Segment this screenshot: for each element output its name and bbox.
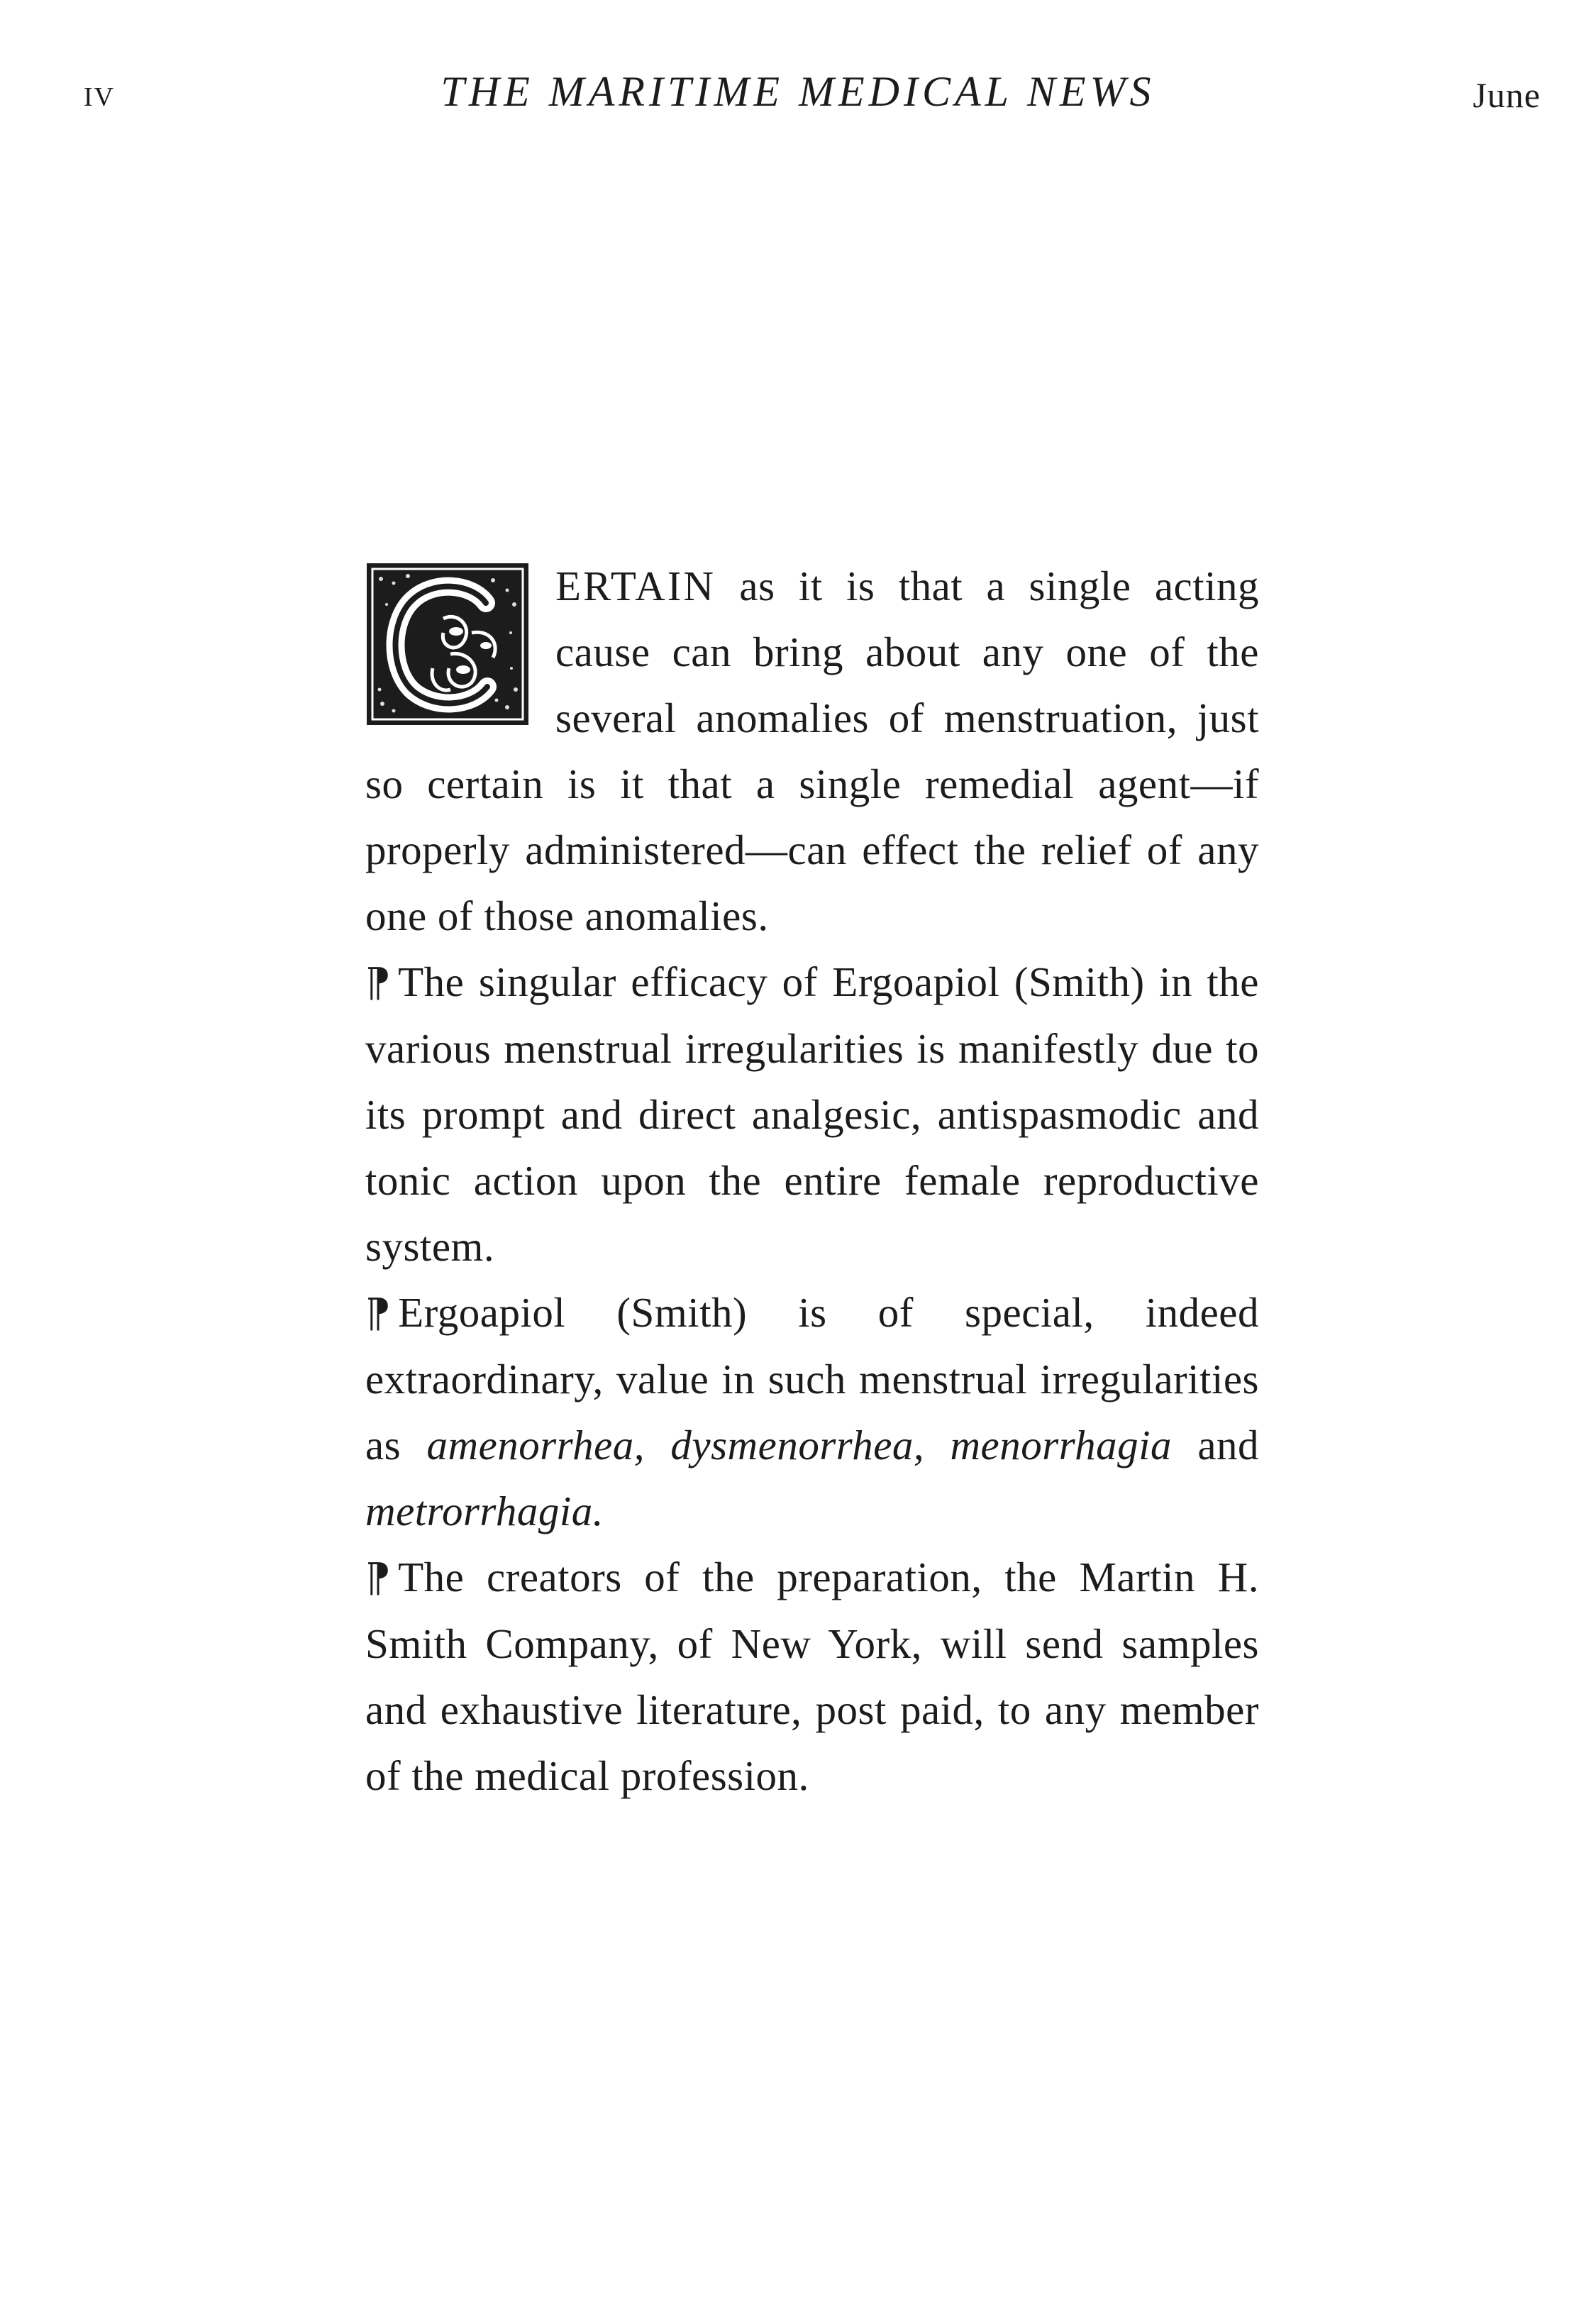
running-head <box>0 67 1596 124</box>
advertisement-text <box>365 553 1259 1809</box>
issue-month: June <box>1473 75 1541 115</box>
journal-title: THE MARITIME MEDICAL NEWS <box>440 68 1156 115</box>
paragraph-1-text: as it is that a single acting cause can bring about any one of the several anomalies of menstruation, just so certain is it that a single remedial agent—if properly administered—can effect the relief of any one of those anomalies. <box>365 563 1259 939</box>
lead-caps: ERTAIN <box>555 563 716 609</box>
conjunction-and: and <box>1172 1422 1260 1468</box>
paragraph-3-text: Ergoapiol (Smith) is of special, indeed extraordinary, value in such menstrual irregularities as <box>365 1289 1259 1468</box>
pilcrow-icon: ¶ <box>365 960 392 1006</box>
term-metrorrhagia: metrorrhagia. <box>365 1488 604 1534</box>
pilcrow-icon: ¶ <box>365 1555 392 1601</box>
paragraph-2 <box>365 949 1259 1280</box>
paragraph-4-text: The creators of the preparation, the Martin H. Smith Company, of New York, will send samples and exhaustive literature, post paid, to any member of the medical profession. <box>365 1554 1259 1799</box>
folio: IV <box>84 82 116 112</box>
paragraph-2-text: The singular efficacy of Ergoapiol (Smith) in the various menstrual irregularities is manifestly due to its prompt and direct analgesic, antispasmodic and tonic action upon the entire female reproductive system. <box>365 958 1259 1270</box>
paragraph-3 <box>365 1280 1259 1544</box>
ornamental-initial-c-icon <box>365 562 530 726</box>
paragraph-4 <box>365 1544 1259 1809</box>
term-amenorrhea: amenorrhea, <box>426 1422 645 1468</box>
paragraph-1 <box>365 553 1259 949</box>
pilcrow-icon: ¶ <box>365 1290 392 1337</box>
term-menorrhagia: menorrhagia <box>950 1422 1172 1468</box>
term-dysmenorrhea: dysmenorrhea, <box>670 1422 925 1468</box>
